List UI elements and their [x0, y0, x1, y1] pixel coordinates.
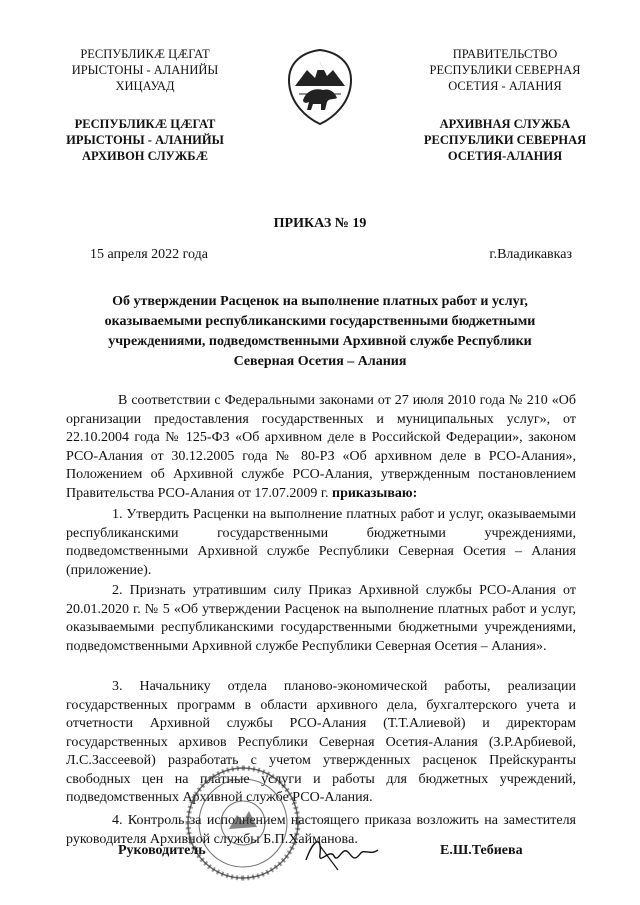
order-city: г.Владикавказ — [489, 247, 572, 262]
header-line: ИРЫСТОНЫ - АЛАНИЙЫ — [66, 133, 224, 147]
header-right-bottom — [400, 116, 610, 164]
subject-line: оказываемыми республиканскими государственными бюджетными — [104, 314, 536, 329]
handwritten-signature — [300, 826, 390, 876]
subject-line: учреждениями, подведомственными Архивной службе Республики — [108, 334, 532, 349]
header-line: РЕСПУБЛИКÆ ЦÆГАТ — [80, 47, 210, 61]
item-2: 2. Признать утратившим силу Приказ Архивной службы РСО-Алания от 20.01.2020 г. № 5 «Об утверждении Расценок на выполнение платных работ и услуг, оказываемыми республиканскими государственными бюджетными учреждениями, подведомственными Архивной службе Республики Северная Осетия – Алания». — [66, 583, 576, 654]
signature-position: Руководитель — [118, 843, 206, 858]
subject-line: Об утверждении Расценок на выполнение платных работ и услуг, — [112, 294, 528, 309]
header-line: РЕСПУБЛИКÆ ЦÆГАТ — [74, 117, 216, 131]
header-line: РЕСПУБЛИКИ СЕВЕРНАЯ — [423, 133, 587, 147]
header-line: АРХИВНАЯ СЛУЖБА — [439, 117, 571, 131]
order-date: 15 апреля 2022 года — [90, 247, 208, 262]
signature-name: Е.Ш.Тебиева — [440, 843, 523, 858]
header-line: РЕСПУБЛИКИ СЕВЕРНАЯ — [429, 63, 581, 77]
header-line: ОСЕТИЯ - АЛАНИЯ — [448, 79, 562, 93]
official-seal-stamp — [185, 765, 301, 881]
header-left-bottom — [45, 116, 245, 164]
header-line: ОСЕТИЯ-АЛАНИЯ — [447, 149, 563, 163]
item-3: 3. Начальнику отдела планово-экономической работы, реализации государственных программ в области архивного дела, бухгалтерского учета и отчетности Архивной службы РСО-Алания (Т.Т.Алиевой) и директорам государственных архивов Республики Северная Осетия-Алания (З.Р.Арбиевой, Л.С.Зассеевой) разработать с учетом утвержденных расценок Прейскуранты свободных цен на платные услуги и работы для бюджетных учреждений, подведомственных Архивной службе РСО-Алания. — [66, 679, 576, 805]
preamble-paragraph — [66, 392, 576, 503]
item-4: 4. Контроль за исполнением настоящего приказа возложить на заместителя руководителя Архивной службы Б.П.Хаймановa. — [66, 813, 576, 847]
header-line: ИРЫСТОНЫ - АЛАНИЙЫ — [71, 63, 219, 77]
preamble-text: В соответствии с Федеральными законами от 27 июля 2010 года № 210 «Об организации предоставления государственных и муниципальных услуг», от 22.10.2004 года № 125-ФЗ «Об архивном деле в Российской Федерации», законом РСО-Алания от 30.12.2005 года № 80-РЗ «Об архивном деле в РСО-Алания», Положением об Архивной службе РСО-Алания, утвержденным постановлением Правительства РСО-Алания от 17.07.2009 г. — [66, 393, 576, 501]
header-line: АРХИВОН СЛУЖБÆ — [82, 149, 208, 163]
header-left-top — [45, 46, 245, 94]
header-right-top — [400, 46, 610, 94]
header-line: ХИЦАУАД — [115, 79, 175, 93]
item-1: 1. Утвердить Расценки на выполнение платных работ и услуг, оказываемыми республиканскими государственными бюджетными учреждениями, подведомственными Архивной службе Республики Северная Осетия – Алания (приложение). — [66, 507, 576, 578]
subject-line: Северная Осетия – Алания — [233, 354, 407, 369]
order-title: ПРИКАЗ № 19 — [273, 216, 367, 231]
header-line: ПРАВИТЕЛЬСТВО — [452, 47, 558, 61]
order-subject — [40, 292, 600, 372]
order-word: приказываю: — [332, 485, 418, 501]
coat-of-arms-emblem — [285, 48, 355, 126]
